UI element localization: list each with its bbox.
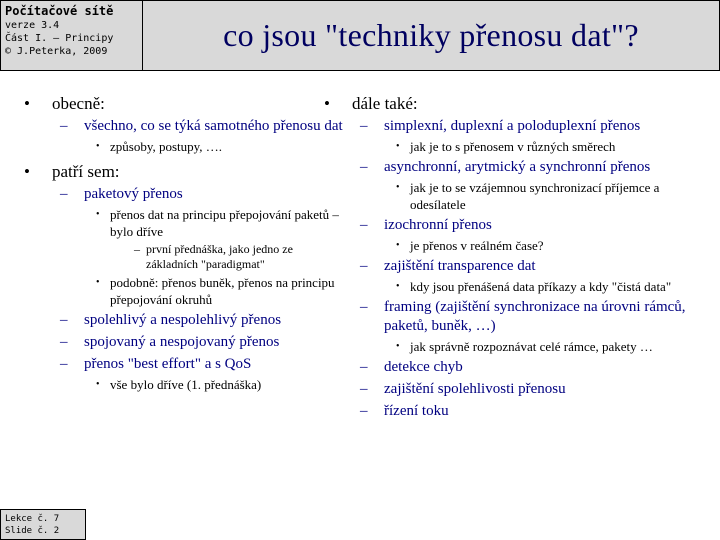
part-label: Část I. – Principy: [5, 33, 114, 44]
bullet-text: dále také:: [352, 94, 418, 113]
sub-bullet: [324, 117, 694, 136]
detail-bullet: [24, 206, 344, 240]
course-name: Počítačové sítě: [5, 4, 114, 18]
bullet-text: obecně:: [52, 94, 105, 113]
detail-text: podobně: přenos buněk, přenos na principu přepojování okruhů: [110, 275, 335, 307]
sub-bullet-text: spolehlivý a nespolehlivý přenos: [84, 312, 282, 328]
sub-detail: [24, 242, 344, 272]
sub-bullet-text: framing (zajištění synchronizace na úrovni rámců, paketů, buněk, …): [384, 299, 686, 334]
detail-text: jak je to se vzájemnou synchronizací příjemce a odesílatele: [410, 180, 660, 212]
title-bar: [143, 0, 720, 71]
slide-number: Slide č. 2: [5, 526, 60, 536]
bullet-marker: •: [396, 141, 400, 152]
bullet-marker: •: [96, 141, 100, 152]
sub-bullet: [24, 355, 344, 374]
sub-detail-text: první přednáška, jako jedno ze základních "paradigmat": [146, 242, 293, 271]
bullet-dale-take: [324, 93, 694, 114]
detail-bullet: [324, 237, 694, 254]
sub-bullet-text: zajištění spolehlivosti přenosu: [384, 381, 566, 397]
lecture-number: Lekce č. 7: [5, 514, 60, 524]
sub-bullet: [24, 333, 344, 352]
detail-bullet: [324, 278, 694, 295]
sub-bullet: [24, 311, 344, 330]
sub-bullet-text: všechno, co se týká samotného přenosu dat: [84, 118, 343, 134]
sub-bullet: [24, 185, 344, 204]
sub-bullet-text: přenos "best effort" a s QoS: [84, 356, 252, 372]
bullet-marker: •: [96, 379, 100, 390]
sub-bullet: [324, 298, 694, 336]
bullet-patri-sem: [24, 161, 344, 182]
bullet-obecne: [24, 93, 344, 114]
sub-bullet: [324, 380, 694, 399]
detail-bullet: [24, 138, 344, 155]
sub-bullet: [24, 117, 344, 136]
course-info-box: [0, 0, 143, 71]
sub-bullet: [324, 358, 694, 377]
dash-marker: –: [360, 359, 368, 375]
bullet-marker: •: [96, 277, 100, 288]
sub-bullet: [324, 216, 694, 235]
sub-bullet: [324, 257, 694, 276]
sub-bullet-text: spojovaný a nespojovaný přenos: [84, 334, 280, 350]
bullet-marker: •: [24, 162, 30, 181]
copyright-label: © J.Peterka, 2009: [5, 46, 108, 57]
detail-bullet: [324, 338, 694, 355]
sub-bullet: [324, 158, 694, 177]
detail-text: je přenos v reálném čase?: [410, 238, 544, 253]
dash-marker: –: [360, 381, 368, 397]
sub-bullet-text: řízení toku: [384, 403, 449, 419]
bullet-marker: •: [396, 341, 400, 352]
slide-title: co jsou "techniky přenosu dat"?: [223, 17, 639, 53]
sub-bullet-text: detekce chyb: [384, 359, 463, 375]
version-label: verze 3.4: [5, 20, 60, 31]
detail-text: vše bylo dříve (1. přednáška): [110, 377, 262, 392]
bullet-marker: •: [396, 240, 400, 251]
sub-bullet-text: paketový přenos: [84, 186, 183, 202]
sub-bullet-text: asynchronní, arytmický a synchronní přenos: [384, 159, 651, 175]
dash-marker: –: [60, 312, 68, 328]
detail-text: kdy jsou přenášená data příkazy a kdy "čistá data": [410, 279, 672, 294]
detail-text: jak je to s přenosem v různých směrech: [410, 139, 616, 154]
detail-bullet: [324, 138, 694, 155]
dash-marker: –: [134, 242, 140, 256]
detail-text: jak správně rozpoznávat celé rámce, pakety …: [410, 339, 653, 354]
dash-marker: –: [360, 118, 368, 134]
bullet-marker: •: [324, 94, 330, 113]
detail-text: způsoby, postupy, ….: [110, 139, 223, 154]
dash-marker: –: [60, 186, 68, 202]
right-column: [324, 90, 694, 421]
bullet-marker: •: [396, 281, 400, 292]
dash-marker: –: [60, 118, 68, 134]
sub-bullet-text: izochronní přenos: [384, 217, 492, 233]
dash-marker: –: [60, 334, 68, 350]
detail-bullet: [324, 179, 694, 213]
detail-bullet: [24, 274, 344, 308]
detail-text: přenos dat na principu přepojování paketů – bylo dříve: [110, 207, 339, 239]
bullet-text: patří sem:: [52, 162, 120, 181]
sub-bullet: [324, 402, 694, 421]
dash-marker: –: [360, 217, 368, 233]
dash-marker: –: [60, 356, 68, 372]
bullet-marker: •: [396, 182, 400, 193]
dash-marker: –: [360, 299, 368, 315]
left-column: [24, 90, 344, 393]
detail-bullet: [24, 376, 344, 393]
sub-bullet-text: simplexní, duplexní a poloduplexní přenos: [384, 118, 641, 134]
dash-marker: –: [360, 159, 368, 175]
bullet-marker: •: [96, 209, 100, 220]
sub-bullet-text: zajištění transparence dat: [384, 258, 536, 274]
dash-marker: –: [360, 403, 368, 419]
bullet-marker: •: [24, 94, 30, 113]
slide-footer: [0, 509, 86, 540]
dash-marker: –: [360, 258, 368, 274]
